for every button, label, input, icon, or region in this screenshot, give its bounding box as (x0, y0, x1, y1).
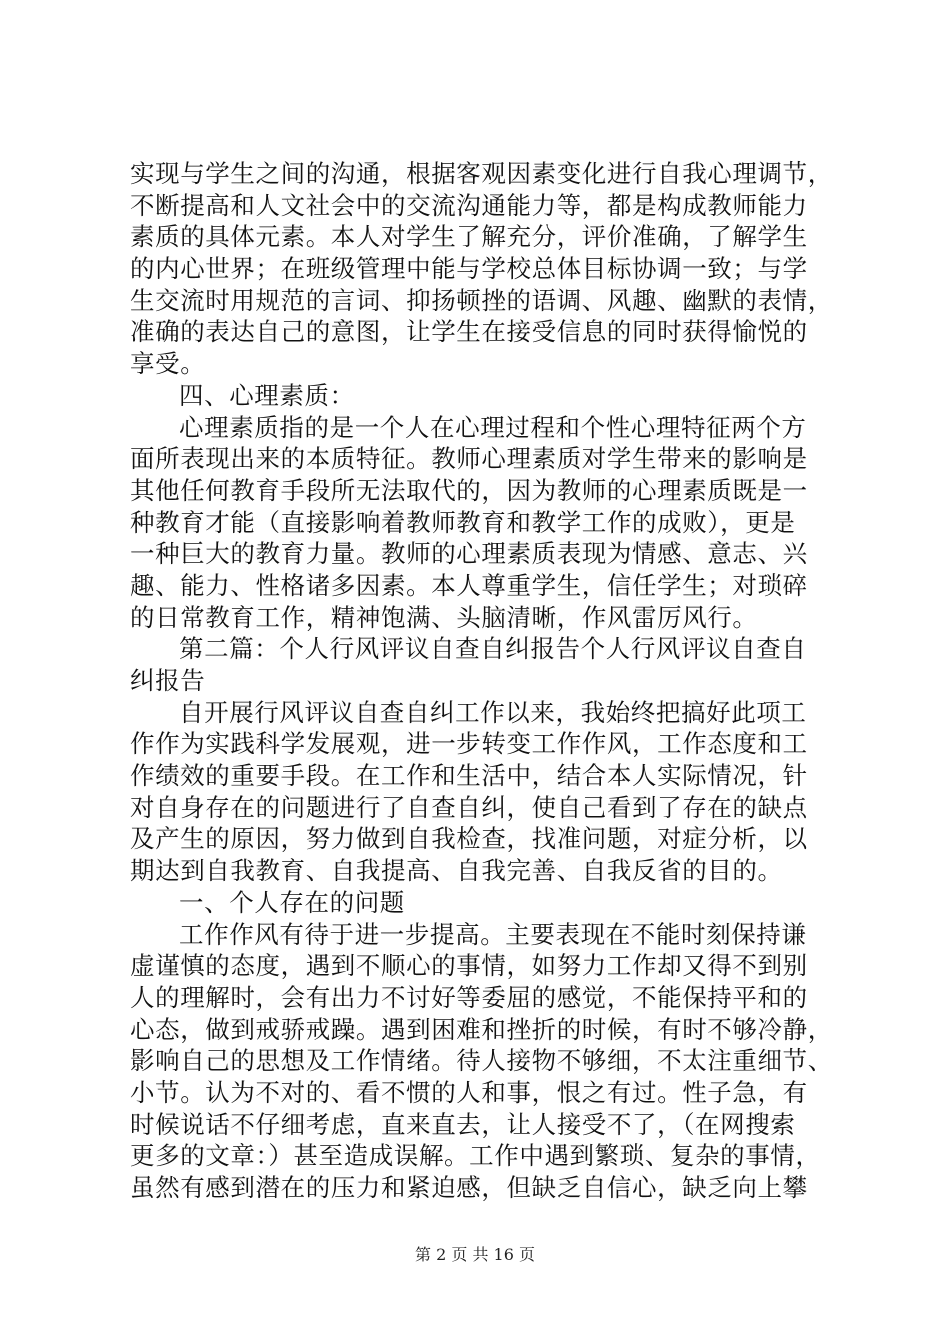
text-line: 的内心世界；在班级管理中能与学校总体目标协调一致；与学 (130, 254, 808, 284)
text-line: 对自身存在的问题进行了自查自纠，使自己看到了存在的缺点 (130, 792, 808, 822)
text-line: 作绩效的重要手段。在工作和生活中，结合本人实际情况，针 (130, 761, 808, 791)
text-line: 更多的文章：）甚至造成误解。工作中遇到繁琐、复杂的事情， (130, 1141, 821, 1171)
text-line: 生交流时用规范的言词、抑扬顿挫的语调、风趣、幽默的表情， (130, 285, 833, 315)
text-line: 第二篇：个人行风评议自查自纠报告个人行风评议自查自 (179, 634, 807, 664)
text-line: 小节。认为不对的、看不惯的人和事，恨之有过。性子急，有 (130, 1077, 808, 1107)
text-line: 种教育才能（直接影响着教师教育和教学工作的成败），更是 (130, 507, 796, 537)
text-line: 虽然有感到潜在的压力和紧迫感，但缺乏自信心，缺乏向上攀 (130, 1173, 808, 1202)
text-line: 作作为实践科学发展观，进一步转变工作作风，工作态度和工 (130, 729, 808, 759)
text-line: 自开展行风评议自查自纠工作以来，我始终把搞好此项工 (179, 697, 807, 727)
text-line: 一、个人存在的问题 (179, 887, 405, 917)
text-line: 其他任何教育手段所无法取代的，因为教师的心理素质既是一 (130, 475, 808, 505)
text-line: 纠报告 (130, 666, 206, 695)
text-line: 人的理解时，会有出力不讨好等委屈的感觉，不能保持平和的 (130, 982, 808, 1012)
text-line: 时候说话不仔细考虑，直来直去，让人接受不了，（在网搜索 (130, 1109, 796, 1139)
text-line: 的日常教育工作，精神饱满、头脑清晰，作风雷厉风行。 (130, 602, 758, 632)
text-line: 素质的具体元素。本人对学生了解充分，评价准确，了解学生 (130, 222, 808, 252)
text-line: 心态，做到戒骄戒躁。遇到困难和挫折的时候，有时不够冷静， (130, 1014, 833, 1044)
text-line: 实现与学生之间的沟通，根据客观因素变化进行自我心理调节， (130, 159, 833, 188)
text-line: 准确的表达自己的意图，让学生在接受信息的同时获得愉悦的 (130, 317, 808, 347)
text-line: 影响自己的思想及工作情绪。待人接物不够细，不太注重细节、 (130, 1046, 833, 1076)
text-line: 面所表现出来的本质特征。教师心理素质对学生带来的影响是 (130, 444, 808, 474)
text-line: 及产生的原因，努力做到自我检查，找准问题，对症分析，以 (130, 824, 808, 854)
text-line: 工作作风有待于进一步提高。主要表现在不能时刻保持谦 (179, 919, 807, 949)
text-line: 四、心理素质： (179, 380, 355, 410)
text-line: 不断提高和人文社会中的交流沟通能力等，都是构成教师能力 (130, 190, 808, 220)
text-line: 一种巨大的教育力量。教师的心理素质表现为情感、意志、兴 (130, 539, 808, 569)
page-footer: 第 2 页 共 16 页 (415, 1245, 535, 1264)
document-body (130, 158, 833, 1204)
text-line: 享受。 (130, 349, 206, 379)
text-line: 虚谨慎的态度，遇到不顺心的事情，如努力工作却又得不到别 (130, 951, 808, 981)
text-line: 期达到自我教育、自我提高、自我完善、自我反省的目的。 (130, 856, 783, 886)
text-line: 心理素质指的是一个人在心理过程和个性心理特征两个方 (179, 412, 807, 442)
text-line: 趣、能力、性格诸多因素。本人尊重学生，信任学生；对琐碎 (130, 570, 808, 600)
